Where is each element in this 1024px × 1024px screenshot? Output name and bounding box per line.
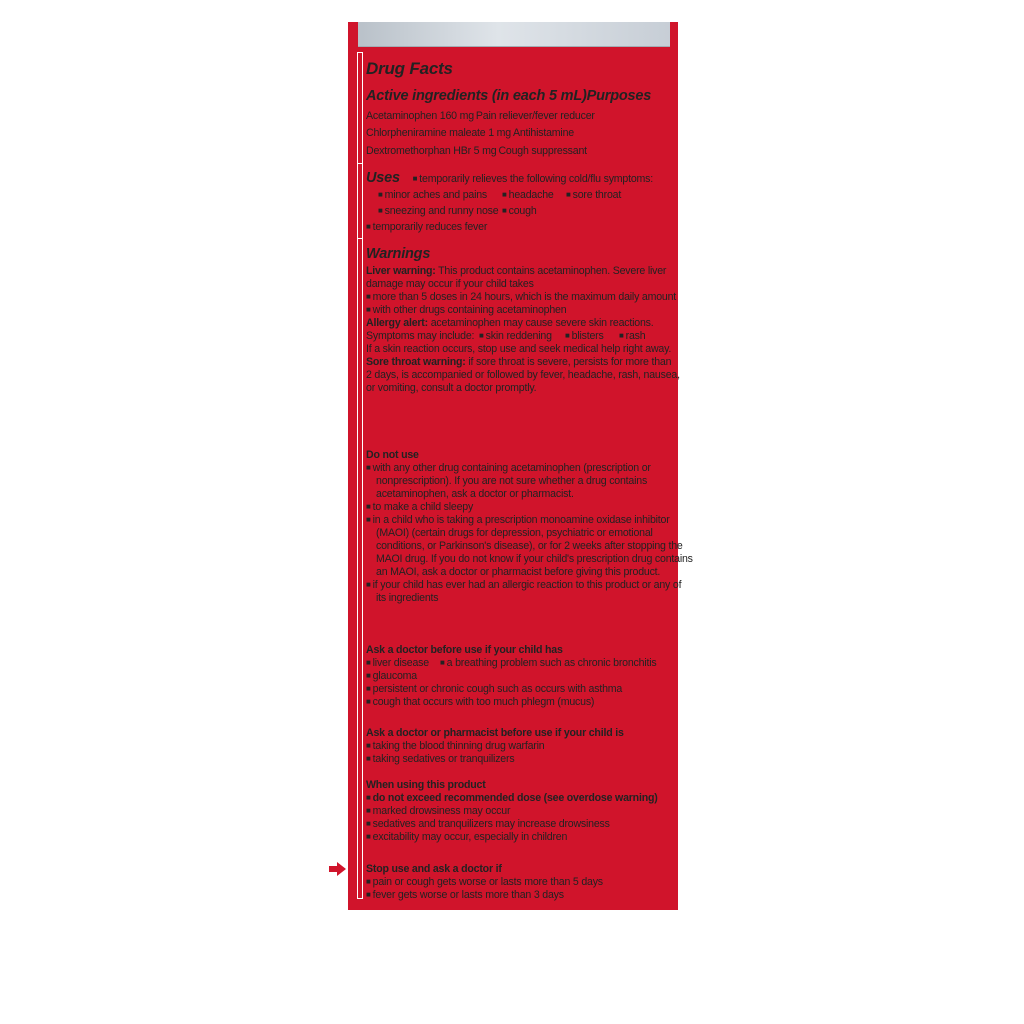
uses-intro: ■ temporarily relieves the following cold/flu symptoms:: [413, 173, 653, 185]
ask-doctor-item: ■ a breathing problem such as chronic bronchitis: [440, 657, 657, 669]
symptom-item: ■ skin reddening: [479, 330, 565, 343]
product-box: [348, 22, 693, 910]
symptoms-intro: Symptoms may include:: [366, 330, 475, 342]
uses-heading: Uses: [366, 170, 400, 186]
ingredient-name: Acetaminophen 160 mg: [366, 110, 474, 122]
do-not-use-line: conditions, or Parkinson's disease), or for 2 weeks after stopping the: [376, 540, 683, 552]
ingredient-purpose: Cough suppressant: [498, 145, 587, 157]
symptom-item: ■ rash: [619, 330, 645, 342]
symptom-item: ■ blisters: [565, 330, 619, 343]
do-not-use-line: (MAOI) (certain drugs for depression, psychiatric or emotional: [376, 527, 653, 539]
ingredient-name: Dextromethorphan HBr 5 mg: [366, 145, 497, 157]
sore-throat-text: if sore throat is severe, persists for more than: [465, 356, 672, 368]
liver-warning-label: Liver warning:: [366, 265, 436, 277]
drug-facts-panel: Drug Facts Active ingredients (in each 5 mL) Purposes Acetaminophen 160 mg Pain reliever/fever reducer Chlorpheniramine maleate 1 mg Antihistamine Dextromethorphan HBr 5 mg Cough suppressant: [358, 53, 362, 181]
do-not-use-line: nonprescription). If you are not sure whether a drug contains: [376, 475, 648, 487]
ask-doctor-item: ■ liver disease: [366, 657, 440, 670]
use-item: ■ headache: [502, 189, 566, 202]
purposes-heading: Purposes: [586, 88, 652, 104]
liver-warning-text: This product contains acetaminophen. Severe liver: [435, 265, 667, 277]
allergy-alert-label: Allergy alert:: [366, 317, 428, 329]
use-item: ■ sore throat: [566, 189, 621, 201]
do-not-use-line: its ingredients: [376, 592, 439, 604]
warnings-panel: Warnings Liver warning: This product contains acetaminophen. Severe liver damage may occur if your child takes more than 5 doses in 24 hours, which is the maximum daily amount with other drugs containing acetaminophen Allergy alert: acetaminophen may cause severe skin reactions. Symptoms may include: ■ skin reddening■ blisters■ rash If a skin reaction occurs, stop use and seek medical help right away. Sore throat warning: if sore throat is severe, persists for more than 2 days, is accompanied or followed by fever, headache, rash, nausea, or vomiting, consult a doctor promptly. Do not use with any other drug containing acetaminophen (prescription or nonprescription). If you are not sure whether a drug contains acetaminophen, ask a doctor or pharmacist. to make a child sleepy in a child who is taking a prescription monoamine oxidase inhibitor (MAOI) (certain drugs for depression, psychiatric or emotional conditions, or Parkinson's disease), or for 2 weeks after stopping the MAOI drug. If you do not know if your child's prescription drug contains an MAOI, ask a doctor or pharmacist before giving this product. if your child has ever had an allergic reaction to this product or any of its ingredients Ask a doctor before use if your child has ■ liver disease■ a breathing problem such as chronic bronchitis glaucoma persistent or chronic cough such as occurs with asthma cough that occurs with too much phlegm (mucus) Ask a doctor or pharmacist before use if your child is taking the blood thinning drug warfarin taking sedatives or tranquilizers When using this product do not exceed recommended dose (see overdose warning) marked drowsiness may occur sedatives and tranquilizers may increase drowsiness excitability may occur, especially in children Stop use and ask a doctor if pain or cough gets worse or lasts more than 5 days fever gets worse or lasts more than 3 days: [358, 239, 362, 898]
do-not-use-line: an MAOI, ask a doctor or pharmacist before giving this product.: [376, 566, 661, 578]
ingredient-purpose: Pain reliever/fever reducer: [475, 110, 595, 122]
ingredient-purpose: Antihistamine: [512, 127, 574, 139]
do-not-use-line: acetaminophen, ask a doctor or pharmacist.: [376, 488, 574, 500]
use-item: ■ sneezing and runny nose: [378, 205, 502, 218]
allergy-alert-text: acetaminophen may cause severe skin reactions.: [427, 317, 654, 329]
box-top-flap: [358, 22, 670, 47]
do-not-use-line: MAOI drug. If you do not know if your child's prescription drug contains: [376, 553, 693, 565]
use-item: ■ cough: [502, 205, 537, 217]
sore-throat-label: Sore throat warning:: [366, 356, 466, 368]
active-ingredients-heading: Active ingredients (in each 5 mL): [366, 88, 587, 104]
ingredient-name: Chlorpheniramine maleate 1 mg: [366, 127, 511, 139]
use-item: ■ minor aches and pains: [378, 189, 502, 202]
uses-panel: Uses ■ temporarily relieves the following cold/flu symptoms: ■ minor aches and pains■ headache■ sore throat ■ sneezing and runny nose■ cough temporarily reduces fever: [358, 164, 362, 239]
